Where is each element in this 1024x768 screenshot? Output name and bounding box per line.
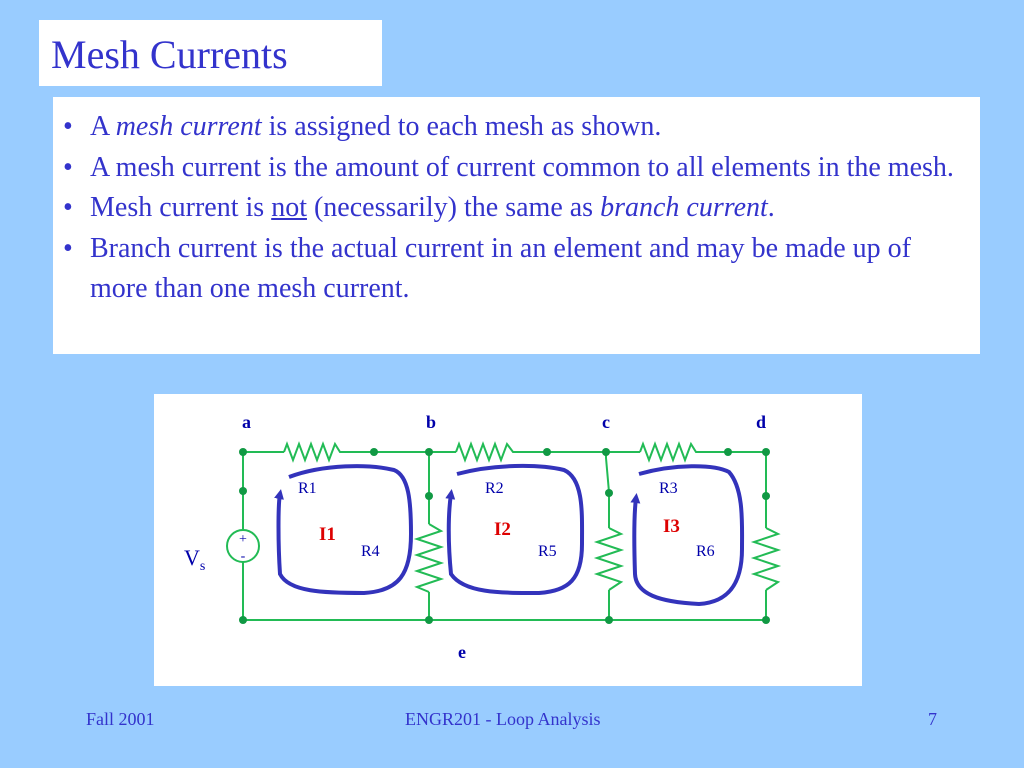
r1-resistor — [284, 444, 343, 460]
bullet-text: Branch current is the actual current in an element and may be made up of more than one mesh current. — [90, 232, 911, 304]
r4-resistor — [417, 524, 441, 592]
bullet-item — [63, 148, 972, 189]
footer-page-number: 7 — [928, 709, 937, 729]
bullet-item — [63, 188, 972, 229]
footer-date: Fall 2001 — [86, 709, 155, 729]
resistor-label-r6: R6 — [696, 543, 715, 560]
node-dot — [762, 492, 770, 500]
source-minus-label: - — [240, 549, 246, 564]
bullet-text: A — [90, 111, 116, 142]
node-dot — [425, 448, 433, 456]
bullet-underline: not — [271, 192, 307, 223]
node-dot — [239, 487, 247, 495]
bullet-text: A mesh current is the amount of current common to all elements in the mesh. — [90, 151, 954, 183]
source-label-main: V — [184, 545, 200, 570]
mesh-loop-i3 — [634, 466, 742, 604]
node-dot — [425, 492, 433, 500]
bullet-text: is assigned to each mesh as shown. — [261, 111, 662, 142]
node-dot — [605, 616, 613, 624]
slide-title: Mesh Currents — [51, 32, 288, 77]
bullet-text: (necessarily) the same as — [306, 192, 601, 223]
source-label — [184, 545, 205, 574]
bullet-text: . — [767, 192, 775, 223]
node-label-e: e — [458, 642, 466, 662]
resistor-label-r4: R4 — [361, 543, 380, 560]
bullet-text: Mesh current is — [90, 192, 272, 223]
title-box — [39, 20, 382, 86]
node-dot — [543, 448, 551, 456]
circuit-diagram — [154, 394, 862, 686]
node-dot — [724, 448, 732, 456]
mesh-current-label-i2: I2 — [494, 519, 511, 540]
r5-resistor — [597, 528, 621, 590]
node-dot — [605, 489, 613, 497]
resistor-label-r3: R3 — [659, 480, 678, 497]
r2-resistor — [456, 444, 516, 460]
resistor-label-r5: R5 — [538, 543, 557, 560]
node-label-d: d — [756, 412, 767, 432]
node-dot — [239, 616, 247, 624]
bullet-item — [63, 229, 972, 310]
bullet-item — [63, 107, 972, 148]
resistor-label-r1: R1 — [298, 480, 317, 497]
footer-course: ENGR201 - Loop Analysis — [405, 709, 601, 729]
node-label-c: c — [602, 412, 610, 432]
resistor-label-r2: R2 — [485, 480, 504, 497]
bullet-emphasis: mesh current — [115, 111, 262, 142]
node-dot — [425, 616, 433, 624]
node-dot — [239, 448, 247, 456]
node-dot — [762, 448, 770, 456]
node-label-a: a — [242, 412, 251, 432]
r3-resistor — [640, 444, 699, 460]
bullet-list — [63, 107, 972, 310]
node-dot — [370, 448, 378, 456]
r6-resistor — [754, 528, 778, 590]
mesh-current-label-i3: I3 — [663, 516, 680, 537]
mesh-loop-i2 — [449, 466, 582, 593]
bullet-emphasis: branch current — [600, 192, 768, 223]
node-dot — [762, 616, 770, 624]
mesh-current-label-i1: I1 — [319, 524, 336, 545]
bullet-box — [53, 97, 980, 354]
source-label-subscript: s — [199, 559, 206, 574]
circuit-diagram-box — [154, 394, 862, 686]
node-dot — [602, 448, 610, 456]
node-label-b: b — [426, 412, 437, 432]
source-plus-label: + — [239, 532, 247, 547]
